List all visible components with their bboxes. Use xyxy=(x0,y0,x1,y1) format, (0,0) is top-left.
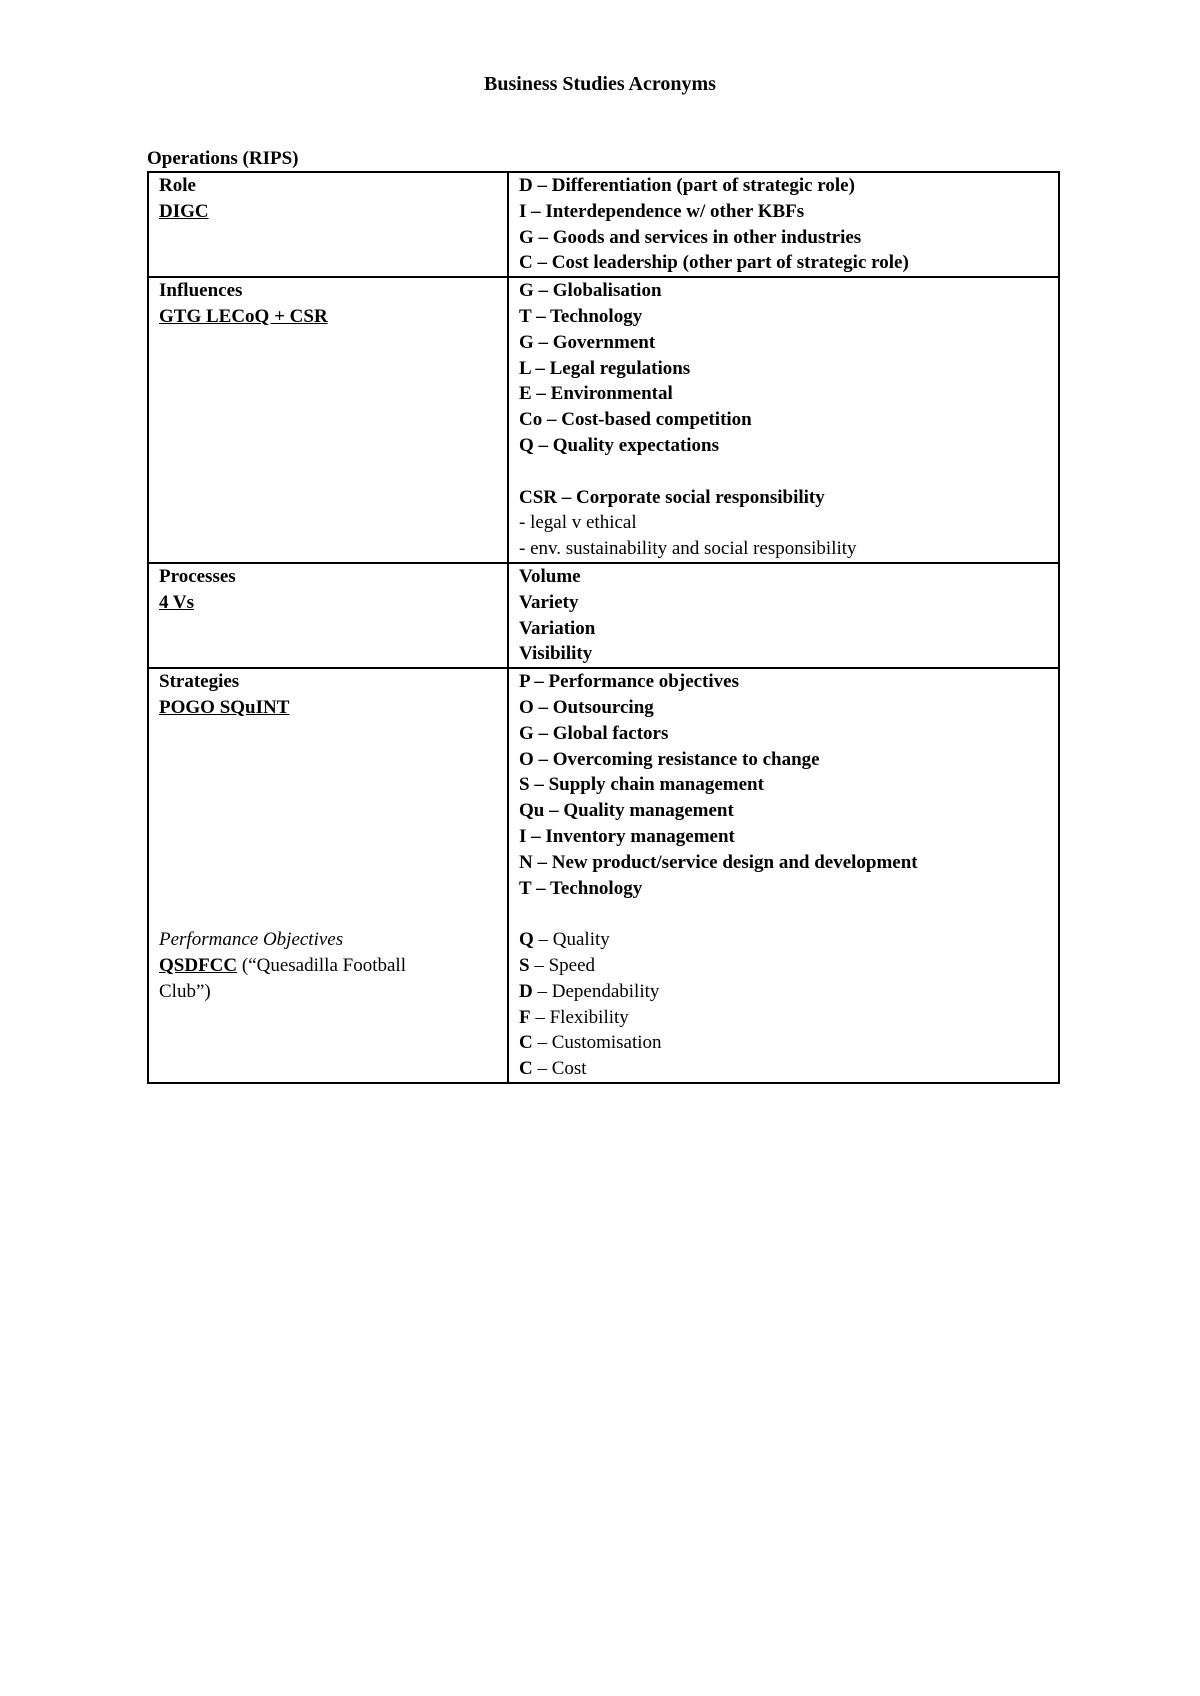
list-item: D – Differentiation (part of strategic role) xyxy=(519,175,855,196)
list-item: L – Legal regulations xyxy=(519,357,691,379)
blank-line xyxy=(159,876,499,902)
blank-line xyxy=(159,824,499,850)
row-label-cell xyxy=(148,277,508,563)
acronym-table xyxy=(147,171,1060,1084)
list-item: C – Cost leadership (other part of strategic role) xyxy=(519,252,909,274)
sub-item-text: – Quality xyxy=(533,929,610,951)
list-item: G – Government xyxy=(519,331,656,353)
sub-item-text: – Dependability xyxy=(532,980,660,1002)
list-item: G – Global factors xyxy=(519,722,669,744)
sub-item-text: – Customisation xyxy=(532,1032,662,1054)
sub-item-text: – Flexibility xyxy=(530,1006,629,1028)
csr-point: - env. sustainability and social responsibility xyxy=(519,538,857,560)
sub-list-item xyxy=(519,1005,1050,1031)
row-acronym: POGO SQuINT xyxy=(159,696,290,718)
sub-acronym: QSDFCC xyxy=(159,954,238,976)
csr-point: - legal v ethical xyxy=(519,512,637,534)
list-item: Q – Quality expectations xyxy=(519,434,720,456)
row-items-cell xyxy=(508,668,1059,1083)
sub-list-item xyxy=(519,1030,1050,1056)
sub-list-item xyxy=(519,979,1050,1005)
row-label: Influences xyxy=(159,280,243,302)
list-item: I – Interdependence w/ other KBFs xyxy=(519,200,805,222)
document-title: Business Studies Acronyms xyxy=(484,73,716,95)
list-item: I – Inventory management xyxy=(519,825,735,847)
list-item: G – Globalisation xyxy=(519,280,662,302)
blank-line xyxy=(159,772,499,798)
sub-list-item xyxy=(519,1056,1050,1082)
sub-item-text: – Speed xyxy=(529,954,596,976)
list-item: S – Supply chain management xyxy=(519,774,764,796)
sub-list-item xyxy=(519,953,1050,979)
row-label-cell xyxy=(148,668,508,1083)
sub-item-letter: D xyxy=(519,980,533,1002)
sub-item-text: – Cost xyxy=(532,1058,587,1080)
list-item: O – Overcoming resistance to change xyxy=(519,748,820,770)
table-row-influences xyxy=(148,277,1059,563)
row-items-cell xyxy=(508,277,1059,563)
list-item: E – Environmental xyxy=(519,383,673,405)
sub-item-letter: F xyxy=(519,1006,531,1028)
sub-item-letter: S xyxy=(519,954,530,976)
row-items-cell xyxy=(508,563,1059,668)
sub-acronym-line xyxy=(159,953,499,979)
sub-acronym-note-cont: Club”) xyxy=(159,980,211,1002)
blank-line xyxy=(159,798,499,824)
list-item: T – Technology xyxy=(519,877,643,899)
row-label: Strategies xyxy=(159,671,240,693)
row-label: Processes xyxy=(159,565,236,587)
blank-line xyxy=(519,901,1050,927)
table-row-processes xyxy=(148,563,1059,668)
sub-item-letter: C xyxy=(519,1058,533,1080)
blank-line xyxy=(159,747,499,773)
list-item: Variety xyxy=(519,591,579,613)
row-acronym: 4 Vs xyxy=(159,591,195,613)
sub-label: Performance Objectives xyxy=(159,929,344,951)
sub-list-item xyxy=(519,927,1050,953)
sub-acronym-note: (“Quesadilla Football xyxy=(237,954,406,976)
csr-heading: CSR – Corporate social responsibility xyxy=(519,486,825,508)
table-row-role xyxy=(148,172,1059,277)
list-item: P – Performance objectives xyxy=(519,671,739,693)
row-acronym: GTG LECoQ + CSR xyxy=(159,305,328,327)
list-item: Visibility xyxy=(519,643,593,665)
list-item: G – Goods and services in other industries xyxy=(519,226,862,248)
list-item: N – New product/service design and development xyxy=(519,851,918,873)
list-item: O – Outsourcing xyxy=(519,696,654,718)
row-label: Role xyxy=(159,175,196,196)
list-item: Variation xyxy=(519,617,596,639)
list-item: Volume xyxy=(519,565,581,587)
row-label-cell xyxy=(148,563,508,668)
list-item: T – Technology xyxy=(519,305,643,327)
blank-line xyxy=(159,850,499,876)
row-label-cell xyxy=(148,172,508,277)
table-row-strategies xyxy=(148,668,1059,1083)
sub-item-letter: Q xyxy=(519,929,534,951)
blank-line xyxy=(159,901,499,927)
sub-item-letter: C xyxy=(519,1032,533,1054)
list-item: Co – Cost-based competition xyxy=(519,409,752,431)
blank-line xyxy=(519,459,1050,485)
row-items-cell xyxy=(508,172,1059,277)
list-item: Qu – Quality management xyxy=(519,800,734,822)
blank-line xyxy=(159,721,499,747)
row-acronym: DIGC xyxy=(159,200,209,222)
section-heading: Operations (RIPS) xyxy=(147,148,299,169)
